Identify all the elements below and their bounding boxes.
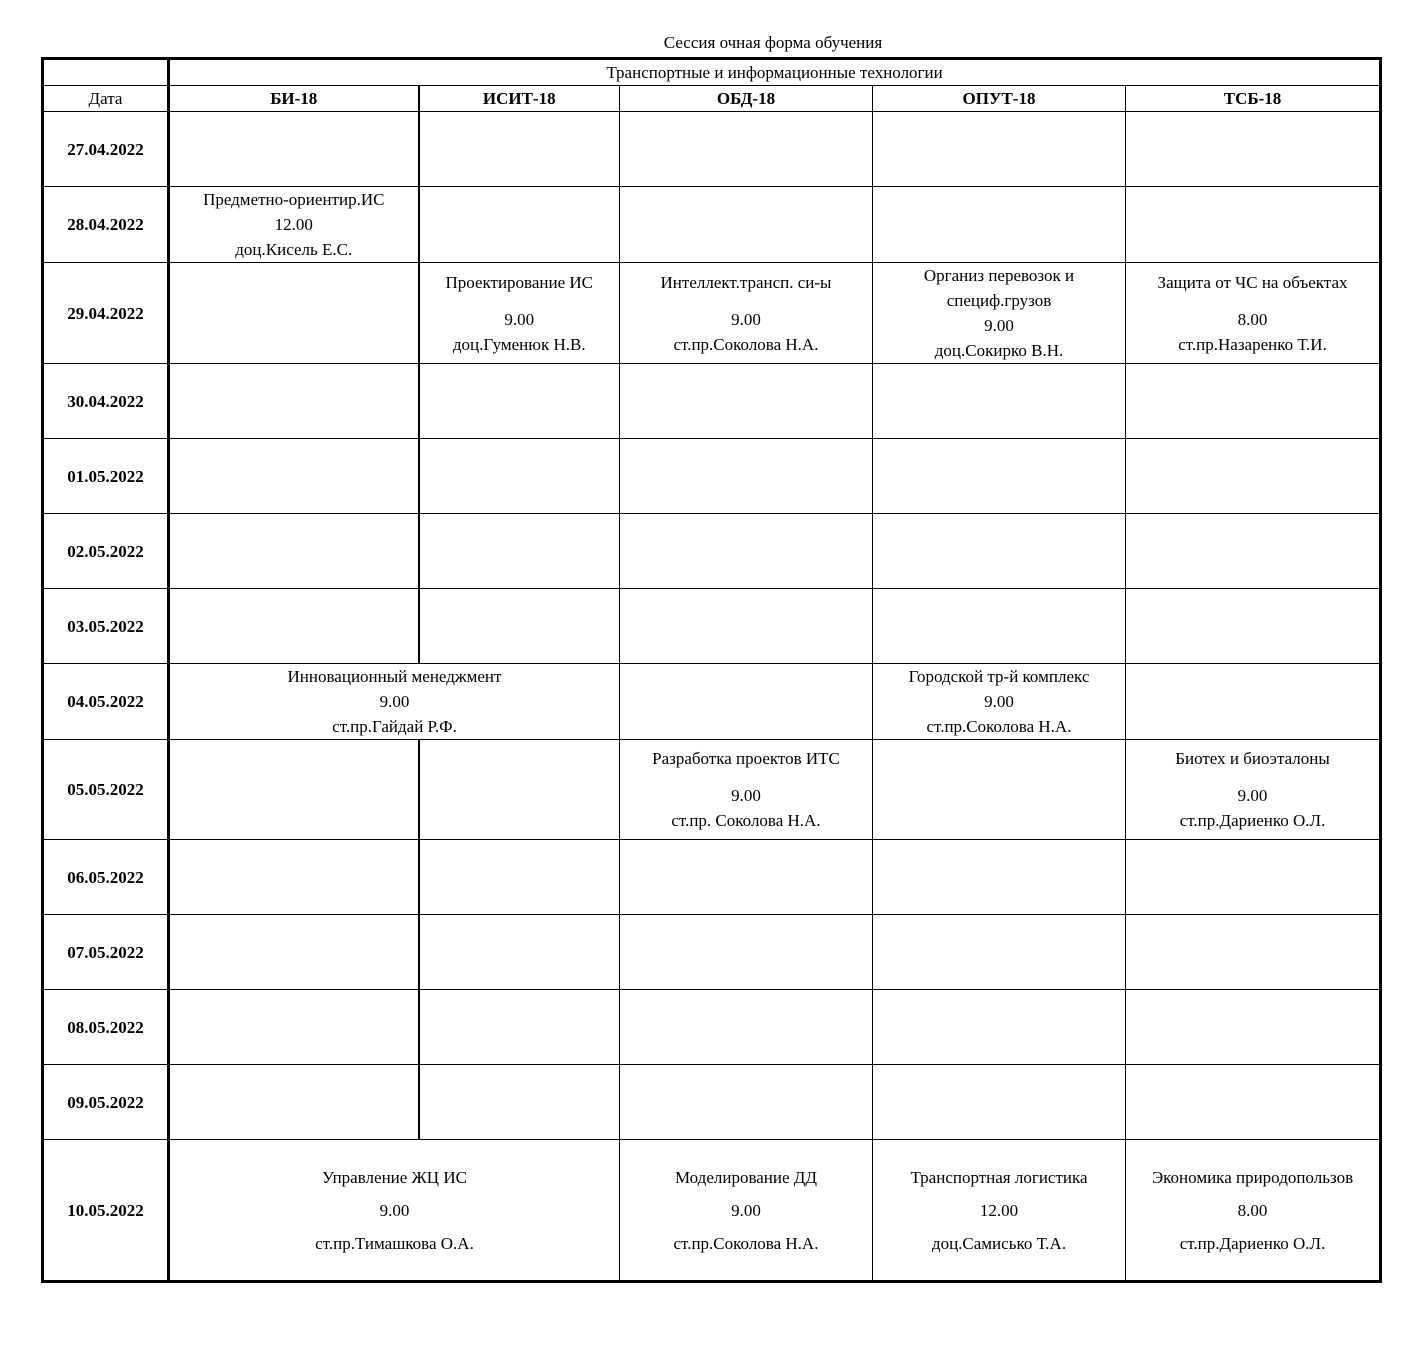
schedule-cell bbox=[169, 589, 419, 664]
schedule-cell bbox=[1126, 1140, 1381, 1282]
table-row bbox=[43, 112, 1381, 187]
schedule-cell bbox=[1126, 840, 1381, 915]
table-row bbox=[43, 1065, 1381, 1140]
table-row bbox=[43, 664, 1381, 740]
table-row bbox=[43, 364, 1381, 439]
time-text: 9.00 bbox=[1237, 786, 1268, 805]
time-text: 9.00 bbox=[984, 316, 1014, 335]
schedule-cell bbox=[620, 740, 873, 840]
schedule-cell bbox=[169, 514, 419, 589]
schedule-cell bbox=[419, 990, 620, 1065]
teacher-text: доц.Самисько Т.А. bbox=[931, 1233, 1067, 1253]
schedule-cell bbox=[873, 1140, 1126, 1282]
schedule-cell bbox=[873, 740, 1126, 840]
subject-text: Организ перевозок и bbox=[923, 266, 1075, 285]
schedule-cell bbox=[873, 1065, 1126, 1140]
schedule-cell bbox=[419, 589, 620, 664]
subject-text: Инновационный менеджмент bbox=[287, 667, 502, 686]
schedule-cell bbox=[1126, 263, 1381, 364]
table-row bbox=[43, 840, 1381, 915]
teacher-text: ст.пр.Соколова Н.А. bbox=[926, 717, 1072, 736]
schedule-cell bbox=[1126, 439, 1381, 514]
time-text: 9.00 bbox=[379, 692, 410, 711]
subject-text: Управление ЖЦ ИС bbox=[322, 1167, 467, 1187]
schedule-cell bbox=[169, 364, 419, 439]
teacher-text: доц.Сокирко В.Н. bbox=[934, 341, 1064, 360]
time-text: 9.00 bbox=[731, 1200, 761, 1220]
group-header-bi: БИ-18 bbox=[169, 86, 419, 112]
schedule-cell bbox=[169, 1140, 620, 1282]
schedule-cell bbox=[873, 589, 1126, 664]
table-row bbox=[43, 439, 1381, 514]
schedule-cell bbox=[873, 263, 1126, 364]
schedule-cell bbox=[169, 112, 419, 187]
date-cell: 09.05.2022 bbox=[43, 1065, 169, 1140]
time-text: 9.00 bbox=[504, 309, 535, 329]
schedule-cell bbox=[873, 915, 1126, 990]
group-header-isit: ИСИТ-18 bbox=[419, 86, 620, 112]
schedule-cell bbox=[169, 1065, 419, 1140]
schedule-cell bbox=[419, 915, 620, 990]
schedule-cell bbox=[1126, 112, 1381, 187]
schedule-cell bbox=[169, 263, 419, 364]
schedule-cell bbox=[873, 439, 1126, 514]
teacher-text: ст.пр.Соколова Н.А. bbox=[673, 334, 819, 354]
time-text: 12.00 bbox=[979, 1200, 1019, 1220]
date-cell: 06.05.2022 bbox=[43, 840, 169, 915]
teacher-text: ст.пр.Назаренко Т.И. bbox=[1178, 334, 1327, 354]
table-row bbox=[43, 740, 1381, 840]
date-column-header: Дата bbox=[43, 86, 169, 112]
schedule-cell bbox=[169, 740, 419, 840]
subject-text: специф.грузов bbox=[946, 291, 1052, 310]
schedule-cell bbox=[620, 439, 873, 514]
schedule-cell bbox=[1126, 915, 1381, 990]
date-cell: 08.05.2022 bbox=[43, 990, 169, 1065]
time-text: 9.00 bbox=[379, 1200, 410, 1220]
schedule-cell bbox=[169, 664, 620, 740]
teacher-text: ст.пр.Тимашкова О.А. bbox=[315, 1233, 474, 1253]
schedule-cell bbox=[620, 915, 873, 990]
date-cell: 05.05.2022 bbox=[43, 740, 169, 840]
table-row bbox=[43, 514, 1381, 589]
subject-text: Защита от ЧС на объектах bbox=[1157, 272, 1348, 292]
schedule-cell bbox=[419, 1065, 620, 1140]
schedule-cell bbox=[620, 263, 873, 364]
schedule-cell bbox=[419, 112, 620, 187]
group-header-tsb: ТСБ-18 bbox=[1126, 86, 1381, 112]
time-text: 12.00 bbox=[274, 215, 313, 234]
schedule-cell bbox=[169, 187, 419, 263]
date-cell: 10.05.2022 bbox=[43, 1140, 169, 1282]
teacher-text: ст.пр.Дариенко О.Л. bbox=[1179, 1233, 1326, 1253]
schedule-table bbox=[41, 57, 1382, 1283]
schedule-cell bbox=[1126, 187, 1381, 263]
schedule-cell bbox=[419, 740, 620, 840]
date-cell: 07.05.2022 bbox=[43, 915, 169, 990]
schedule-cell bbox=[419, 187, 620, 263]
teacher-text: ст.пр.Соколова Н.А. bbox=[673, 1233, 819, 1253]
group-header-oput: ОПУТ-18 bbox=[873, 86, 1126, 112]
table-row bbox=[43, 990, 1381, 1065]
group-header-row bbox=[43, 86, 1381, 112]
schedule-cell bbox=[1126, 664, 1381, 740]
table-row bbox=[43, 1140, 1381, 1282]
time-text: 9.00 bbox=[731, 786, 761, 805]
schedule-cell bbox=[873, 514, 1126, 589]
schedule-cell bbox=[620, 664, 873, 740]
teacher-text: ст.пр. Соколова Н.А. bbox=[671, 811, 821, 830]
teacher-text: доц.Гуменюк Н.В. bbox=[452, 334, 586, 354]
schedule-cell bbox=[620, 112, 873, 187]
schedule-cell bbox=[419, 439, 620, 514]
schedule-cell bbox=[419, 840, 620, 915]
subject-text: Транспортная логистика bbox=[910, 1167, 1088, 1187]
subject-text: Разработка проектов ИТС bbox=[652, 749, 840, 768]
date-cell: 01.05.2022 bbox=[43, 439, 169, 514]
schedule-cell bbox=[1126, 364, 1381, 439]
page-title: Сессия очная форма обучения bbox=[663, 33, 883, 52]
empty-header-cell bbox=[43, 59, 169, 86]
schedule-cell bbox=[1126, 990, 1381, 1065]
date-cell: 27.04.2022 bbox=[43, 112, 169, 187]
subject-text: Проектирование ИС bbox=[445, 272, 594, 292]
table-row bbox=[43, 187, 1381, 263]
date-cell: 30.04.2022 bbox=[43, 364, 169, 439]
date-cell: 03.05.2022 bbox=[43, 589, 169, 664]
date-cell: 02.05.2022 bbox=[43, 514, 169, 589]
date-cell: 28.04.2022 bbox=[43, 187, 169, 263]
schedule-cell bbox=[1126, 1065, 1381, 1140]
schedule-cell bbox=[1126, 589, 1381, 664]
schedule-cell bbox=[620, 840, 873, 915]
schedule-cell bbox=[620, 589, 873, 664]
schedule-cell bbox=[873, 364, 1126, 439]
schedule-cell bbox=[873, 187, 1126, 263]
teacher-text: доц.Кисель Е.С. bbox=[235, 240, 353, 259]
schedule-cell bbox=[620, 990, 873, 1065]
subject-text: Интеллект.трансп. си-ы bbox=[660, 272, 832, 292]
schedule-cell bbox=[1126, 514, 1381, 589]
group-header-obd: ОБД-18 bbox=[620, 86, 873, 112]
schedule-cell bbox=[419, 263, 620, 364]
schedule-cell bbox=[620, 187, 873, 263]
schedule-cell bbox=[169, 439, 419, 514]
faculty-header: Транспортные и информационные технологии bbox=[169, 59, 1381, 86]
schedule-cell bbox=[873, 990, 1126, 1065]
schedule-cell bbox=[620, 364, 873, 439]
schedule-cell bbox=[620, 1140, 873, 1282]
time-text: 9.00 bbox=[984, 692, 1014, 711]
schedule-cell bbox=[1126, 740, 1381, 840]
schedule-cell bbox=[419, 514, 620, 589]
schedule-cell bbox=[169, 915, 419, 990]
time-text: 8.00 bbox=[1237, 309, 1268, 329]
teacher-text: ст.пр.Гайдай Р.Ф. bbox=[332, 717, 457, 736]
date-cell: 29.04.2022 bbox=[43, 263, 169, 364]
table-row bbox=[43, 915, 1381, 990]
table-row bbox=[43, 263, 1381, 364]
schedule-cell bbox=[620, 514, 873, 589]
time-text: 8.00 bbox=[1237, 1200, 1268, 1220]
subject-text: Городской тр-й комплекс bbox=[908, 667, 1090, 686]
schedule-cell bbox=[873, 840, 1126, 915]
date-cell: 04.05.2022 bbox=[43, 664, 169, 740]
subject-text: Экономика природопользов bbox=[1151, 1167, 1354, 1187]
teacher-text: ст.пр.Дариенко О.Л. bbox=[1179, 811, 1326, 830]
schedule-cell bbox=[620, 1065, 873, 1140]
time-text: 9.00 bbox=[731, 309, 761, 329]
schedule-cell bbox=[873, 112, 1126, 187]
subject-text: Предметно-ориентир.ИС bbox=[203, 190, 385, 209]
subject-text: Моделирование ДД bbox=[674, 1167, 817, 1187]
subject-text: Биотех и биоэталоны bbox=[1175, 749, 1330, 768]
schedule-cell bbox=[169, 990, 419, 1065]
schedule-cell bbox=[419, 364, 620, 439]
schedule-cell bbox=[873, 664, 1126, 740]
faculty-header-row bbox=[43, 59, 1381, 86]
schedule-cell bbox=[169, 840, 419, 915]
table-row bbox=[43, 589, 1381, 664]
